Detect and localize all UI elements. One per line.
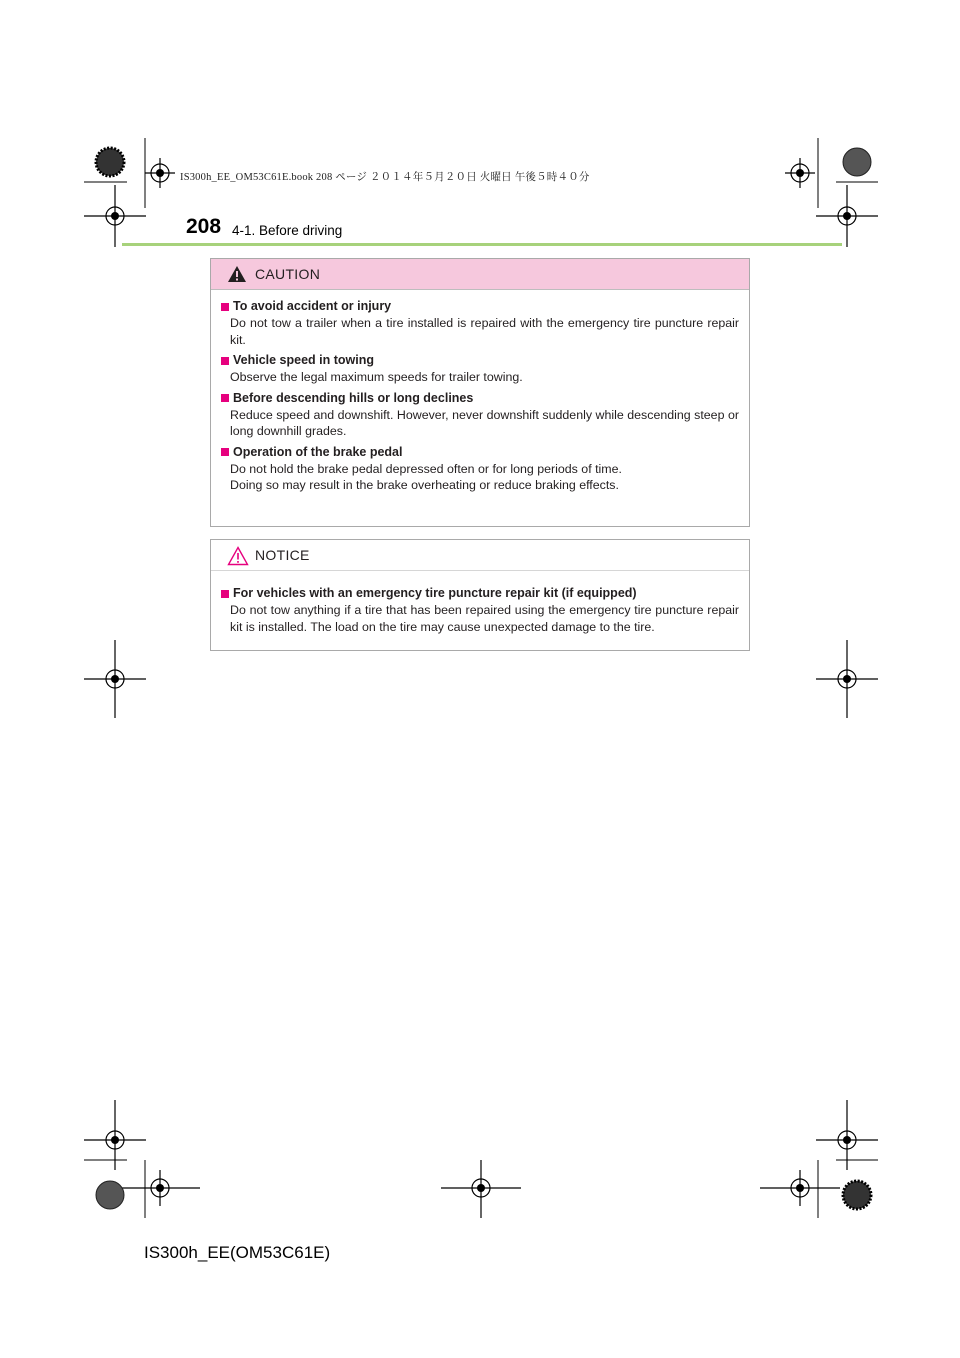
caution-item-heading: To avoid accident or injury: [233, 299, 392, 313]
caution-item-heading: Before descending hills or long declines: [233, 390, 474, 405]
caution-item: [221, 352, 739, 386]
notice-item: [221, 585, 739, 635]
caution-item: [221, 444, 739, 494]
caution-box: [210, 258, 750, 527]
notice-body: [211, 571, 749, 635]
footer-code: IS300h_EE(OM53C61E): [144, 1243, 331, 1262]
print-stamp: IS300h_EE_OM53C61E.book 208 ページ ２０１４年５月２０日 火曜日 午後５時４０分: [180, 172, 590, 183]
bullet-square-icon: [221, 357, 229, 365]
bullet-square-icon: [221, 590, 229, 598]
notice-item-heading: For vehicles with an emergency tire puncture repair kit (if equipped): [233, 586, 637, 600]
caution-item-text: Reduce speed and downshift. However, never downshift suddenly while descending steep or long downhill grades.: [230, 407, 739, 438]
caution-item-text: Do not tow a trailer when a tire installed is repaired with the emergency tire puncture repair kit.: [230, 316, 739, 347]
bullet-square-icon: [221, 448, 229, 456]
notice-item-text: Do not tow anything if a tire that has been repaired using the emergency tire puncture repair kit is installed. The load on the tire may cause unexpected damage to the tire.: [230, 603, 739, 634]
notice-header: [211, 540, 749, 571]
notice-box: [210, 539, 750, 651]
bullet-square-icon: [221, 394, 229, 402]
page-number: 208: [186, 215, 222, 238]
caution-item: [221, 298, 739, 348]
warning-icon: [227, 265, 247, 283]
notice-icon: [227, 546, 249, 566]
caution-title: CAUTION: [255, 266, 321, 282]
notice-title: NOTICE: [255, 547, 310, 563]
section-title: 4-1. Before driving: [232, 223, 343, 238]
header-rule: [122, 243, 842, 246]
caution-item: [221, 390, 739, 440]
caution-body: [211, 290, 749, 494]
caution-header: [211, 259, 749, 290]
caution-item-text: Do not hold the brake pedal depressed often or for long periods of time.: [230, 461, 622, 476]
caution-item-text: Doing so may result in the brake overheating or reduce braking effects.: [230, 478, 619, 492]
caution-item-text: Observe the legal maximum speeds for trailer towing.: [230, 370, 523, 384]
caution-item-heading: Vehicle speed in towing: [233, 353, 375, 367]
caution-item-heading: Operation of the brake pedal: [233, 444, 403, 459]
bullet-square-icon: [221, 303, 229, 311]
